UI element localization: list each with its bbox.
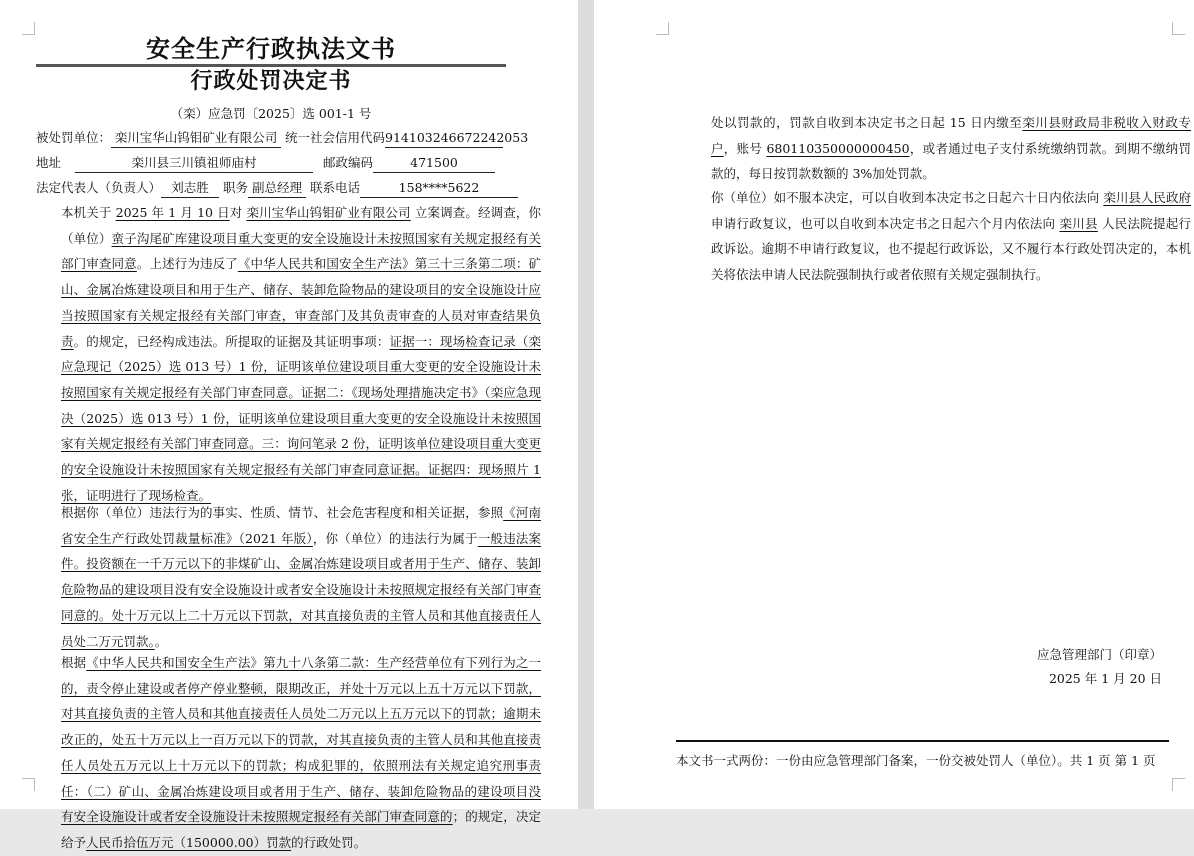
crop-mark [1172,22,1185,35]
run: 。上述行为违反了 [136,256,238,272]
run: 680110350000000450 [766,140,910,156]
phone-value: 158****5622 [360,179,518,198]
representative-value: 刘志胜 [161,179,219,198]
run: 根据你（单位）违法行为的事实、性质、情节、社会危害程度和相关证据，参照 [61,505,504,520]
run: 申请行政复议，也可以自收到本决定书之日起六个月内依法向 [711,215,1060,231]
run: 本机关于 [61,205,116,220]
run: 处以罚款的，罚款自收到本决定书之日起 15 日内缴至 [711,115,1023,130]
address-label: 地址 [36,155,62,170]
footer-rule [676,740,1169,742]
credit-code-value: 914103246672242053 [385,129,503,148]
run: 人民币拾伍万元（150000.00）罚款 [86,834,292,850]
credit-code-label: 统一社会信用代码 [285,130,386,145]
signature-department: 应急管理部门（印章） [1036,647,1162,662]
investigation-paragraph [36,200,541,508]
document-page-1 [0,0,578,850]
run: 立案调查。经调查，你（单位） [61,205,541,246]
run: 蛮子沟尾矿库建设项目重大变更的安全设施设计未按照国家有关规定报经有关部门审查同意 [61,230,541,272]
run: 证据一：现场检查记录（栾应急现记（2025）选 013 号）1 份，证明该单位建设项目重大变更的安全设施设计未按照国家有关规定报经有关部门审查同意。证据二：《现场处理措施决定书》（栾应急现决（2025）选 013 号）1 份，证明该单位建设项目重大变更的安全设施设计未按照国家有关规定报经有关部门审查同意。三：询问笔录 2 份，证明该单位建设项目重大变更的安全设施设计未按照国家有关规定报经有关部门审查同意证据。证据四：现场照片 1 张，证明进行了现场检查。 [61,333,541,503]
run: ，或者通过电子支付系统缴纳罚款。到期不缴纳罚款的，每日按罚款数额的 3%加处罚款。 [711,140,1191,182]
run: 栾川县 [1059,215,1098,231]
payment-paragraph [686,110,1191,187]
run: 《河南省安全生产行政处罚裁量标准》（2021 年版） [61,505,541,546]
crop-mark [22,778,35,791]
phone-label: 联系电话 [310,180,361,195]
run: 栾川县财政局非税收入财政专户 [711,115,1191,156]
run: 人民法院提起行政诉讼。逾期不申请行政复议，也不提起行政诉讼，又不履行本行政处罚决定的，本机关将依法申请人民法院强制执行或者依照有关规定强制执行。 [711,215,1191,283]
document-title: 安全生产行政执法文书 [146,34,396,63]
document-number: （栾）应急罚〔2025〕选 001-1 号 [170,106,372,121]
party-value: 栾川宝华山钨钼矿业有限公司 [111,129,281,148]
run: 。 [154,633,168,649]
run: 一般违法案件。投资额在一千万元以下的非煤矿山、金属冶炼建设项目或者用于生产、储存、装卸危险物品的建设项目没有安全设施设计或者安全设施设计未按照规定报经有关部门审查同意的。处十万元以上二十万元以下罚款，对其直接负责的主管人员和其他直接责任人员处二万元罚款。 [61,530,541,649]
run: 对 [229,205,247,220]
representative-label: 法定代表人（负责人） [36,180,162,195]
run: 《中华人民共和国安全生产法》第九十八条第二款：生产经营单位有下列行为之一的，责令停止建设或者停产停业整顿，限期改正，并处十万元以上五十万元以下罚款，对其直接负责的主管人员和其他直接责任人员处二万元以上五万元以下的罚款；逾期未改正的，处五十万元以上一百万元以下的罚款，对其直接负责的主管人员和其他直接责任人员处五万元以上十万元以下的罚款；构成犯罪的，依照刑法有关规定追究刑事责任：（二）矿山、金属冶炼建设项目或者用于生产、储存、装卸危险物品的建设项目没有安全设施设计或者安全设施设计未按照规定报经有关部门审查同意的 [61,655,541,825]
crop-mark [22,22,35,35]
party-row [36,128,529,148]
postcode-value: 471500 [373,154,495,173]
discretion-paragraph [36,500,541,654]
appeal-paragraph [686,185,1191,288]
page-gap [578,0,594,809]
party-label: 被处罚单位： [36,130,112,145]
footer-note: 本文书一式两份：一份由应急管理部门备案，一份交被处罚人（单位）。共 1 页 第 1 页 [676,753,1156,768]
run: 。的规定，已经构成违法。所提取的证据及其证明事项： [73,333,390,349]
run: 的行政处罚。 [291,834,367,850]
run: 《中华人民共和国安全生产法》第三十三条第二项：矿山、金属冶炼建设项目和用于生产、储存、装卸危险物品的建设项目的安全设施设计应当按照国家有关规定报经有关部门审查，审查部门及其负责审查的人员对审查结果负责 [61,256,541,349]
run: ；的规定，决定给予 [61,809,541,850]
crop-mark [656,22,669,35]
run: ，账号 [723,140,767,156]
run: 栾川县人民政府 [1103,190,1191,205]
run: ，你（单位）的违法行为属于 [312,530,478,546]
postcode-label: 邮政编码 [323,155,374,170]
position-value: 副总经理 [248,179,306,198]
address-row [36,153,516,173]
run: 你（单位）如不服本决定，可以自收到本决定书之日起六十日内依法向 [711,190,1104,205]
run: 根据 [61,655,87,670]
crop-mark [1172,778,1185,791]
document-subtitle: 行政处罚决定书 [190,68,352,94]
run: 栾川宝华山钨钼矿业有限公司 [246,205,411,220]
address-value: 栾川县三川镇祖师庙村 [75,154,313,173]
signature-date: 2025 年 1 月 20 日 [1048,671,1162,686]
run: 2025 年 1 月 10 日 [115,205,230,220]
legal-basis-paragraph [36,650,541,856]
representative-row [36,178,516,198]
position-label: 职务 [223,180,249,195]
